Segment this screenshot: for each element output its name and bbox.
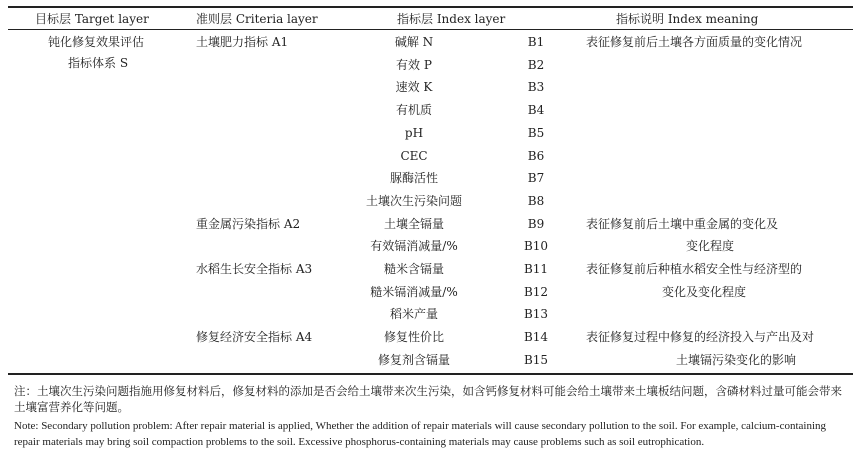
row-15-index: 修复剂含镉量 [377, 352, 451, 367]
note-chinese: 注：土壤次生污染问题指施用修复材料后，修复材料的添加是否会给土壤带来次生污染，如含钙修复材料可能会给土壤带来土壤板结问题，含磷材料过量可能会带来土壤富营养化等问题。 [14, 384, 842, 414]
bottom-rule [8, 373, 853, 375]
row-9-criteria: 重金属污染指标 A2 [196, 216, 301, 231]
target-label-line1: 钝化修复效果评估 [48, 35, 145, 49]
row-7-code: B7 [527, 171, 545, 186]
row-1-meaning: 表征修复前后土壤各方面质量的变化情况 [586, 35, 803, 49]
row-4-index: 有机质 [395, 103, 433, 118]
row-12-index: 糙米镉消减量/% [370, 284, 458, 299]
row-14-code: B14 [523, 330, 549, 345]
row-6-code: B6 [527, 148, 545, 163]
header-criteria: 准则层 Criteria layer [196, 12, 318, 26]
row-2-code: B2 [527, 57, 545, 72]
row-5-index: pH [404, 125, 424, 140]
top-rule [8, 6, 853, 8]
row-11-index: 糙米含镉量 [383, 262, 445, 276]
row-3-code: B3 [527, 80, 545, 95]
row-11-criteria: 水稻生长安全指标 A3 [196, 262, 313, 276]
header-target: 目标层 Target layer [35, 12, 149, 26]
row-12-code: B12 [523, 284, 549, 299]
header-index: 指标层 Index layer [397, 12, 506, 26]
row-11-meaning: 表征修复前后种植水稻安全性与经济型的 [586, 262, 803, 276]
row-1-code: B1 [527, 35, 545, 49]
row-4-code: B4 [527, 103, 545, 118]
note-english: Note: Secondary pollution problem: After repair material is applied, Whether the addition of repair materials will cause secondary pollution to the soil. For example, calcium-containing repair materials may bring soil compaction problems to the soil. Excessive phosphorus-containing materials may cause problems such as soil eutrophication. [14, 420, 827, 448]
row-10-index: 有效镉消减量/% [370, 239, 458, 254]
row-8-code: B8 [527, 193, 545, 208]
row-15-code: B15 [523, 352, 549, 367]
row-9-index: 土壤全镉量 [383, 216, 445, 231]
row-13-index: 稻米产量 [389, 307, 439, 322]
row-13-code: B13 [523, 307, 549, 322]
row-9-meaning: 表征修复前后土壤中重金属的变化及 [586, 216, 779, 231]
table-note [14, 383, 844, 450]
row-3-index: 速效 K [395, 80, 433, 95]
row-14-index: 修复性价比 [383, 330, 445, 345]
row-15-meaning: 土壤镉污染变化的影响 [676, 352, 797, 367]
row-12-meaning: 变化及变化程度 [662, 284, 747, 299]
header-rule [8, 29, 853, 30]
row-7-index: 脲酶活性 [389, 171, 439, 186]
row-8-index: 土壤次生污染问题 [365, 193, 463, 208]
header-meaning: 指标说明 Index meaning [616, 12, 759, 26]
row-1-index: 碱解 N [394, 35, 434, 49]
row-6-index: CEC [400, 148, 428, 163]
row-9-code: B9 [527, 216, 545, 231]
row-5-code: B5 [527, 125, 545, 140]
row-1-criteria: 土壤肥力指标 A1 [196, 35, 289, 49]
row-11-code: B11 [523, 262, 549, 276]
row-14-criteria: 修复经济安全指标 A4 [196, 330, 313, 345]
row-10-code: B10 [523, 239, 549, 254]
target-label-line2: 指标体系 S [68, 56, 129, 70]
row-14-meaning: 表征修复过程中修复的经济投入与产出及对 [586, 330, 815, 345]
row-2-index: 有效 P [396, 57, 432, 72]
row-10-meaning: 变化程度 [686, 239, 735, 254]
